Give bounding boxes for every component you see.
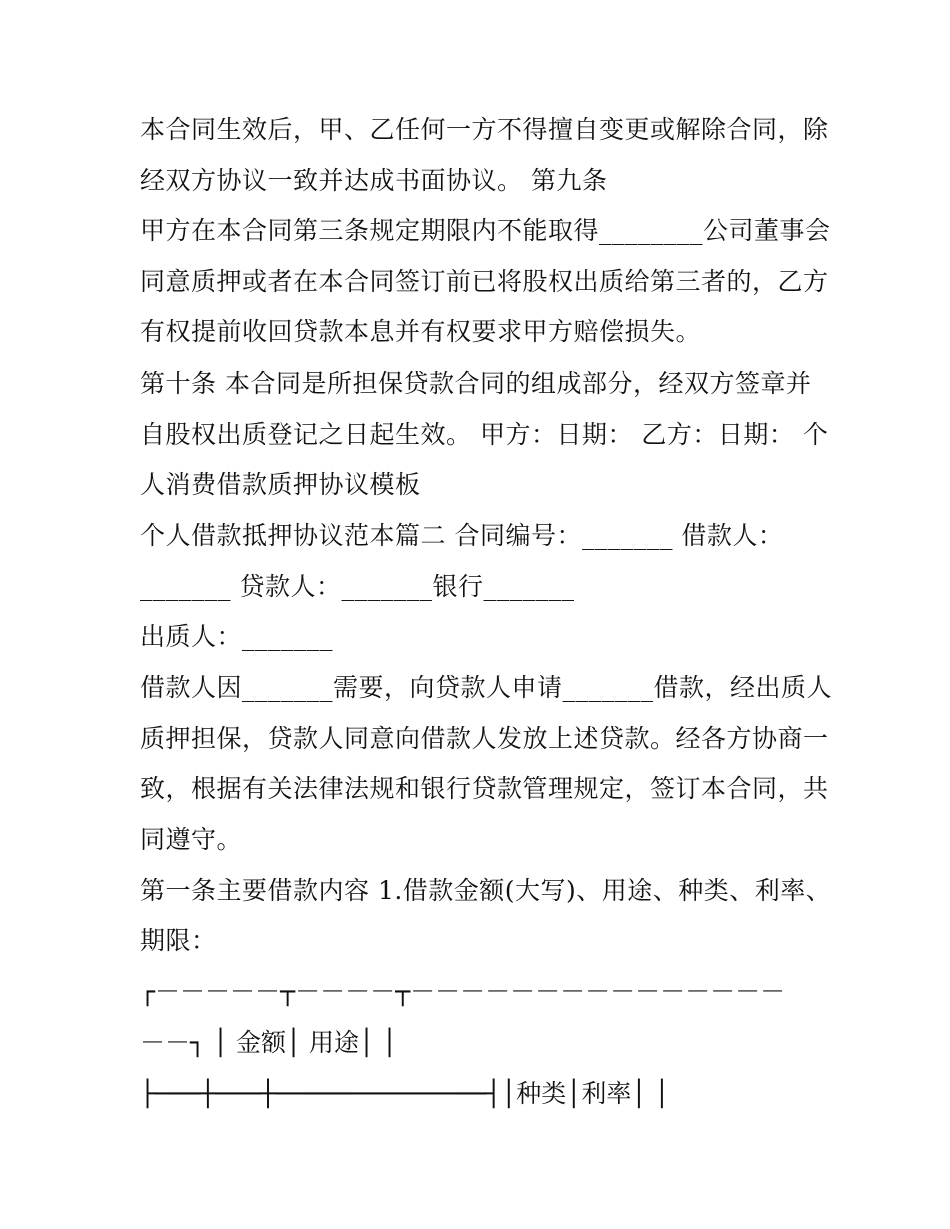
text-line: 致，根据有关法律法规和银行贷款管理规定，签订本合同，共 [140, 774, 829, 803]
table-border-line: ┌－－－－－┬－－－－┬－－－－－－－－－－－－－－－ [140, 977, 786, 1006]
text-line: 出质人：_______ [140, 622, 334, 651]
text-line: 甲方在本合同第三条规定期限内不能取得________公司董事会 [140, 216, 831, 245]
text-line: 有权提前收回贷款本息并有权要求甲方赔偿损失。 [140, 317, 702, 346]
text-line: 同意质押或者在本合同签订前已将股权出质给第三者的，乙方 [140, 267, 829, 296]
text-line: 同遵守。 [140, 825, 243, 854]
text-line: 借款人因_______需要，向贷款人申请_______借款，经出质人 [140, 673, 833, 702]
table-border-line: ├───┼───┼──────────────┤│种类│利率│ │ [140, 1079, 670, 1108]
text-line: 经双方协议一致并达成书面协议。 第九条 [140, 166, 608, 195]
text-line: 第十条 本合同是所担保贷款合同的组成部分，经双方签章并 [140, 369, 812, 398]
text-line: 本合同生效后，甲、乙任何一方不得擅自变更或解除合同，除 [140, 115, 829, 144]
text-line: 质押担保，贷款人同意向借款人发放上述贷款。经各方协商一 [140, 724, 829, 753]
text-line: 自股权出质登记之日起生效。 甲方：日期： 乙方：日期： 个 [140, 420, 829, 449]
text-line: _______ 贷款人：_______银行_______ [140, 572, 575, 601]
text-line: 期限： [140, 926, 217, 955]
text-line: 第一条主要借款内容 1.借款金额(大写)、用途、种类、利率、 [140, 876, 832, 905]
text-line: 人消费借款质押协议模板 [140, 470, 421, 499]
table-border-line: －－┐ │ 金额│ 用途│ │ [140, 1028, 398, 1057]
text-line: 个人借款抵押协议范本篇二 合同编号：_______ 借款人： [140, 521, 784, 550]
